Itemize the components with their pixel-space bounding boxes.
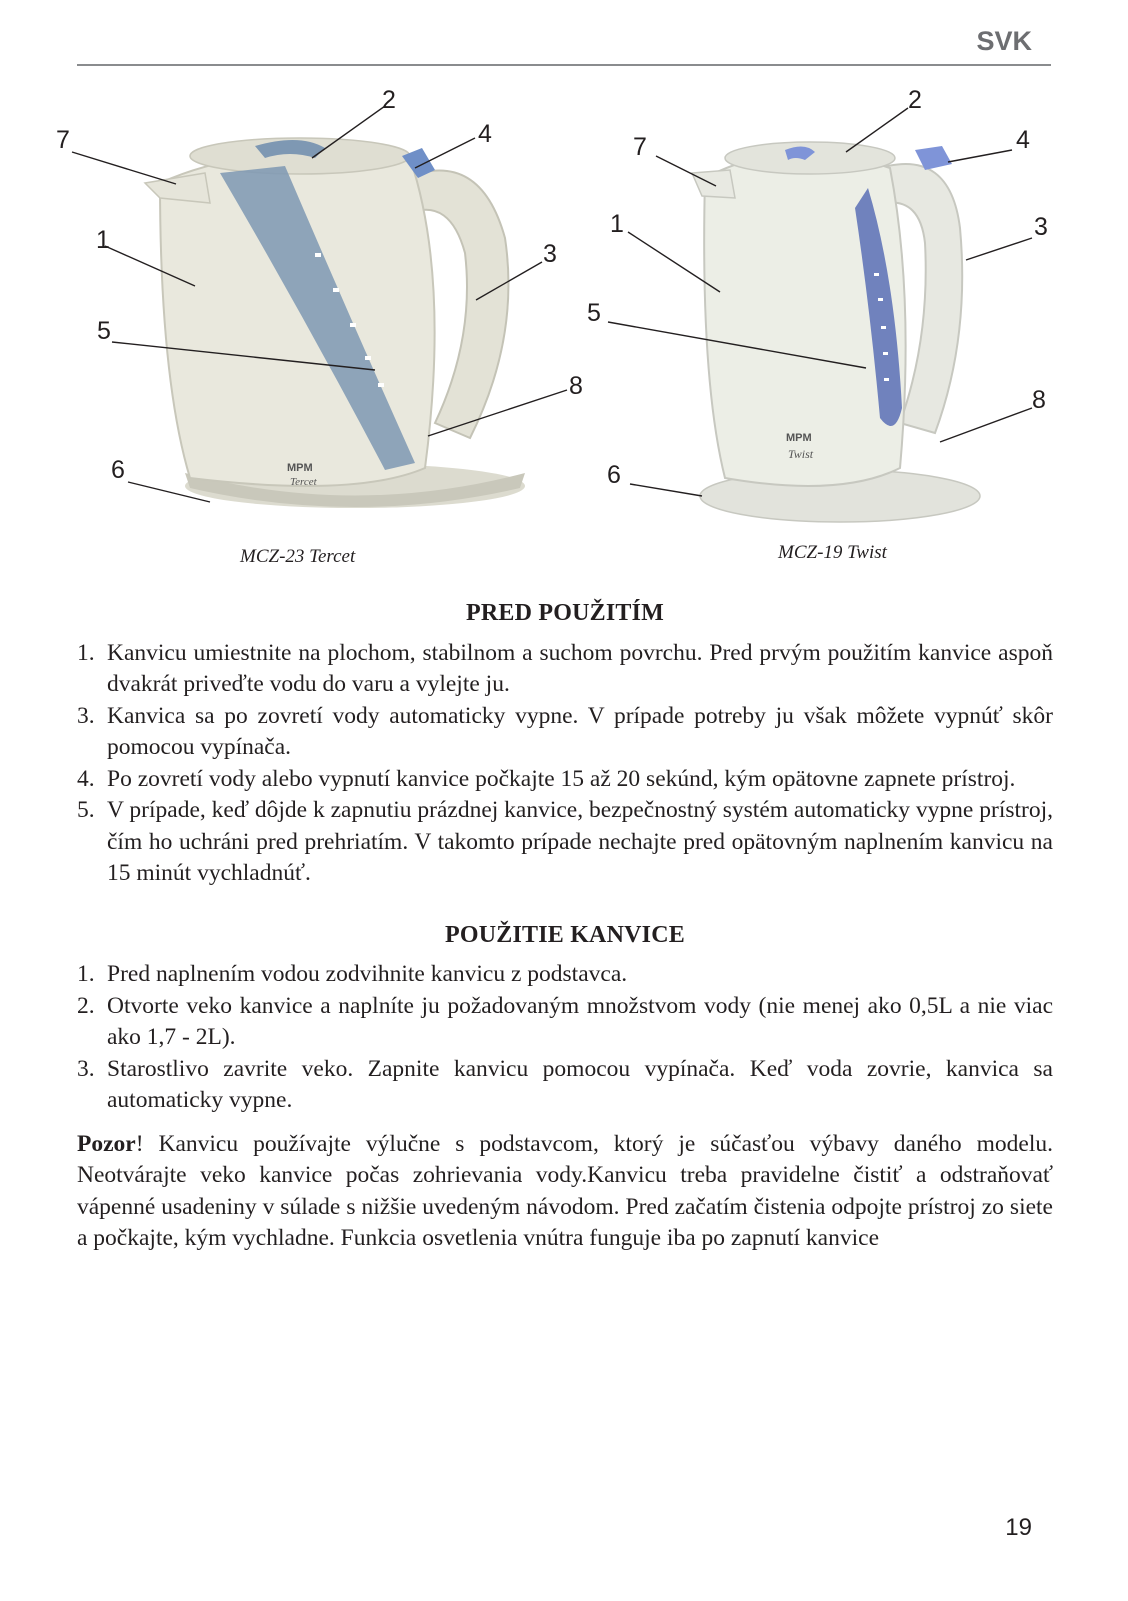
callout-2: 2 xyxy=(382,86,396,114)
kettle-lid xyxy=(725,142,895,174)
model-logo: Twist xyxy=(788,447,814,461)
step-number: 3. xyxy=(77,702,95,729)
header-divider xyxy=(77,64,1051,66)
brand-logo: MPM xyxy=(786,432,812,444)
kettle-use-steps xyxy=(77,959,1053,1117)
step-number: 5. xyxy=(77,797,95,823)
before-use-steps xyxy=(77,638,1053,890)
callout-6-leader xyxy=(630,484,702,496)
step-number: 4. xyxy=(77,765,95,792)
step-text: Po zovretí vody alebo vypnutí kanvice počkajte 15 až 20 sekúnd, kým opätovne zapnete prístroj. xyxy=(107,765,1016,792)
callout-3-leader xyxy=(966,238,1032,260)
callout-7: 7 xyxy=(633,133,647,161)
step-item xyxy=(77,701,1053,764)
callout-4-leader xyxy=(948,150,1012,162)
kettle-illustration-mcz19 xyxy=(587,78,1080,548)
kettle-figure-mcz19 xyxy=(587,78,1080,548)
warning-paragraph xyxy=(77,1129,1053,1255)
callout-6: 6 xyxy=(111,456,125,484)
step-number: 3. xyxy=(77,1055,95,1082)
page-number: 19 xyxy=(1005,1514,1032,1541)
callout-3: 3 xyxy=(543,240,557,268)
callout-2-leader xyxy=(846,108,908,152)
instructions-body xyxy=(77,598,1053,1278)
step-text: Otvorte veko kanvice a naplníte ju požadovaným množstvom vody (nie menej ako 0,5L a nie viac ako 1,7 - 2L). xyxy=(107,992,1053,1050)
figure-caption-mcz23: MCZ-23 Tercet xyxy=(240,546,356,567)
callout-8: 8 xyxy=(1032,386,1046,414)
section-title-kettle-use: POUŽITIE KANVICE xyxy=(445,921,685,948)
step-item xyxy=(77,959,1053,991)
model-logo: Tercet xyxy=(290,476,317,488)
callout-5: 5 xyxy=(97,317,111,345)
language-code: SVK xyxy=(976,26,1032,56)
warning-text: ! Kanvicu používajte výlučne s podstavcom, ktorý je súčasťou výbavy daného modelu. Neotvárajte veko kanvice počas zohrievania vody.Kanvicu treba pravidelne čistiť a odstraňovať vápenné usadeniny v súlade s nižšie uvedeným návodom. Pred začatím čistenia odpojte prístroj zo siete a počkajte, kým vychladne. Funkcia osvetlenia vnútra funguje iba po zapnutí kanvice xyxy=(77,1130,1053,1251)
callout-8-leader xyxy=(940,408,1032,442)
section-title-before-use: PRED POUŽITÍM xyxy=(466,600,664,626)
step-item xyxy=(77,638,1053,701)
callout-3: 3 xyxy=(1034,213,1048,241)
step-item xyxy=(77,991,1053,1054)
callout-1: 1 xyxy=(610,210,624,238)
step-text: Pred naplnením vodou zodvihnite kanvicu z podstavca. xyxy=(107,961,628,987)
kettle-figure-mcz23 xyxy=(50,78,590,548)
callout-5: 5 xyxy=(587,299,601,327)
step-number: 2. xyxy=(77,992,95,1019)
brand-logo: MPM xyxy=(287,462,313,474)
callout-6: 6 xyxy=(607,461,621,489)
callout-8: 8 xyxy=(569,372,583,400)
callout-1: 1 xyxy=(96,226,110,254)
callout-2: 2 xyxy=(908,86,922,114)
figure-caption-mcz19: MCZ-19 Twist xyxy=(778,542,887,563)
step-text: Kanvicu umiestnite na plochom, stabilnom a suchom povrchu. Pred prvým použitím kanvice aspoň dvakrát priveďte vodu do varu a vylejte ju. xyxy=(107,639,1053,697)
step-number: 1. xyxy=(77,961,95,987)
kettle-illustration-mcz23 xyxy=(50,78,590,548)
callout-7-leader xyxy=(72,152,176,184)
warning-label: Pozor xyxy=(77,1130,136,1157)
step-item xyxy=(77,1054,1053,1117)
callout-4: 4 xyxy=(478,120,492,148)
step-text: Starostlivo zavrite veko. Zapnite kanvicu pomocou vypínača. Keď voda zovrie, kanvica sa automaticky vypne. xyxy=(107,1055,1053,1113)
callout-4: 4 xyxy=(1016,126,1030,154)
step-item xyxy=(77,795,1053,890)
step-number: 1. xyxy=(77,639,95,666)
callout-7-leader xyxy=(656,156,716,186)
callout-7: 7 xyxy=(56,126,70,154)
step-item xyxy=(77,764,1053,796)
step-text: V prípade, keď dôjde k zapnutiu prázdnej kanvice, bezpečnostný systém automaticky vypne prístroj, čím ho uchráni pred prehriatím. V takomto prípade nechajte pred opätovným naplnením kanvicu na 15 minút vychladnúť. xyxy=(107,797,1054,886)
step-text: Kanvica sa po zovretí vody automaticky vypne. V prípade potreby ju však môžete vypnúť skôr pomocou vypínača. xyxy=(107,702,1053,760)
